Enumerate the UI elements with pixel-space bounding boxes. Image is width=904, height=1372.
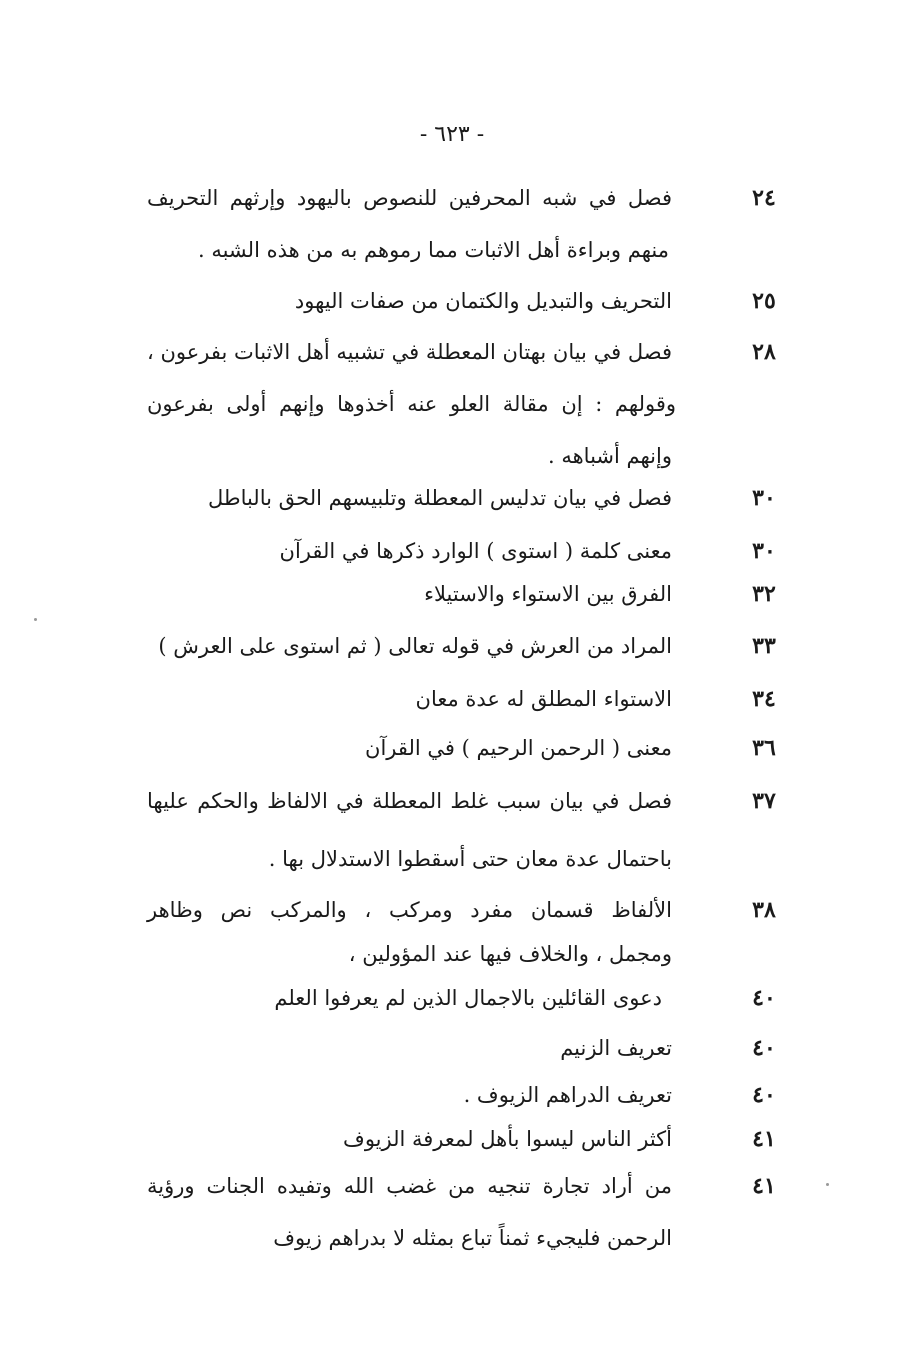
entry-text <box>147 884 672 980</box>
entry-text <box>147 326 676 482</box>
scan-speck <box>34 618 37 621</box>
entry-text <box>147 1160 672 1264</box>
entry-line: المراد من العرش في قوله تعالى ( ثم استوى على العرش ) <box>158 634 672 658</box>
entry-page-number: ٢٤ <box>752 185 776 211</box>
entry-page-number: ٤١ <box>752 1126 776 1152</box>
entry-page-number: ٤٠ <box>752 985 776 1011</box>
entry-line: من أراد تجارة تنجيه من غضب الله وتفيده الجنات ورؤية <box>147 1174 672 1198</box>
entry-line: معنى كلمة ( استوى ) الوارد ذكرها في القرآن <box>279 539 672 563</box>
entry-text <box>147 275 672 327</box>
entry-line: التحريف والتبديل والكتمان من صفات اليهود <box>294 289 672 313</box>
entry-line: دعوى القائلين بالاجمال الذين لم يعرفوا العلم <box>274 986 662 1010</box>
entry-text <box>147 172 672 276</box>
entry-line: أكثر الناس ليسوا بأهل لمعرفة الزيوف <box>343 1127 672 1151</box>
entry-page-number: ٣٦ <box>752 735 776 761</box>
entry-line: فصل في بيان تدليس المعطلة وتلبيسهم الحق بالباطل <box>207 486 672 510</box>
entry-text <box>147 620 672 672</box>
entry-page-number: ٣٠ <box>752 538 776 564</box>
entry-page-number: ٤١ <box>752 1173 776 1199</box>
entry-text <box>147 568 672 620</box>
entry-page-number: ٢٥ <box>752 288 776 314</box>
entry-text <box>147 722 672 774</box>
entry-line: فصل في بيان سبب غلط المعطلة في الالفاظ والحكم عليها <box>147 789 672 813</box>
entry-page-number: ٣٧ <box>752 788 776 814</box>
entry-line: باحتمال عدة معان حتى أسقطوا الاستدلال بها . <box>268 847 672 871</box>
entry-line: الرحمن فليجيء ثمناً تباع بمثله لا بدراهم زيوف <box>273 1226 672 1250</box>
scan-speck <box>826 1183 829 1186</box>
entry-line: الفرق بين الاستواء والاستيلاء <box>424 582 672 606</box>
entry-line: الاستواء المطلق له عدة معان <box>415 687 672 711</box>
entry-text <box>147 673 672 725</box>
entry-line: فصل في شبه المحرفين للنصوص باليهود وإرثهم التحريف <box>147 186 672 210</box>
entry-page-number: ٣٣ <box>752 633 776 659</box>
entry-page-number: ٢٨ <box>752 339 776 365</box>
page-number: - ٦٢٣ - <box>419 122 485 147</box>
entry-text <box>147 472 672 524</box>
entry-text <box>137 972 662 1024</box>
entry-text <box>147 775 672 885</box>
entry-line: وإنهم أشباهه . <box>547 444 672 468</box>
entry-page-number: ٣٢ <box>752 581 776 607</box>
entry-text <box>147 1022 672 1074</box>
entry-line: تعريف الزنيم <box>560 1036 672 1060</box>
entry-line: وقولهم : إن مقالة العلو عنه أخذوها وإنهم أولى بفرعون <box>147 392 676 416</box>
entry-line: تعريف الدراهم الزيوف . <box>463 1083 672 1107</box>
entry-page-number: ٤٠ <box>752 1082 776 1108</box>
entry-text <box>147 1113 672 1165</box>
entry-page-number: ٣٨ <box>752 897 776 923</box>
entry-page-number: ٣٠ <box>752 485 776 511</box>
entry-page-number: ٤٠ <box>752 1035 776 1061</box>
entry-line: منهم وبراءة أهل الاثبات مما رموهم به من هذه الشبه . <box>197 238 669 262</box>
entry-line: فصل في بيان بهتان المعطلة في تشبيه أهل الاثبات بفرعون ، <box>147 340 672 364</box>
entry-page-number: ٣٤ <box>752 686 776 712</box>
entry-line: ومجمل ، والخلاف فيها عند المؤولين ، <box>348 942 672 966</box>
entry-line: معنى ( الرحمن الرحيم ) في القرآن <box>365 736 672 760</box>
entry-line: الألفاظ قسمان مفرد ومركب ، والمركب نص وظاهر <box>147 898 672 922</box>
